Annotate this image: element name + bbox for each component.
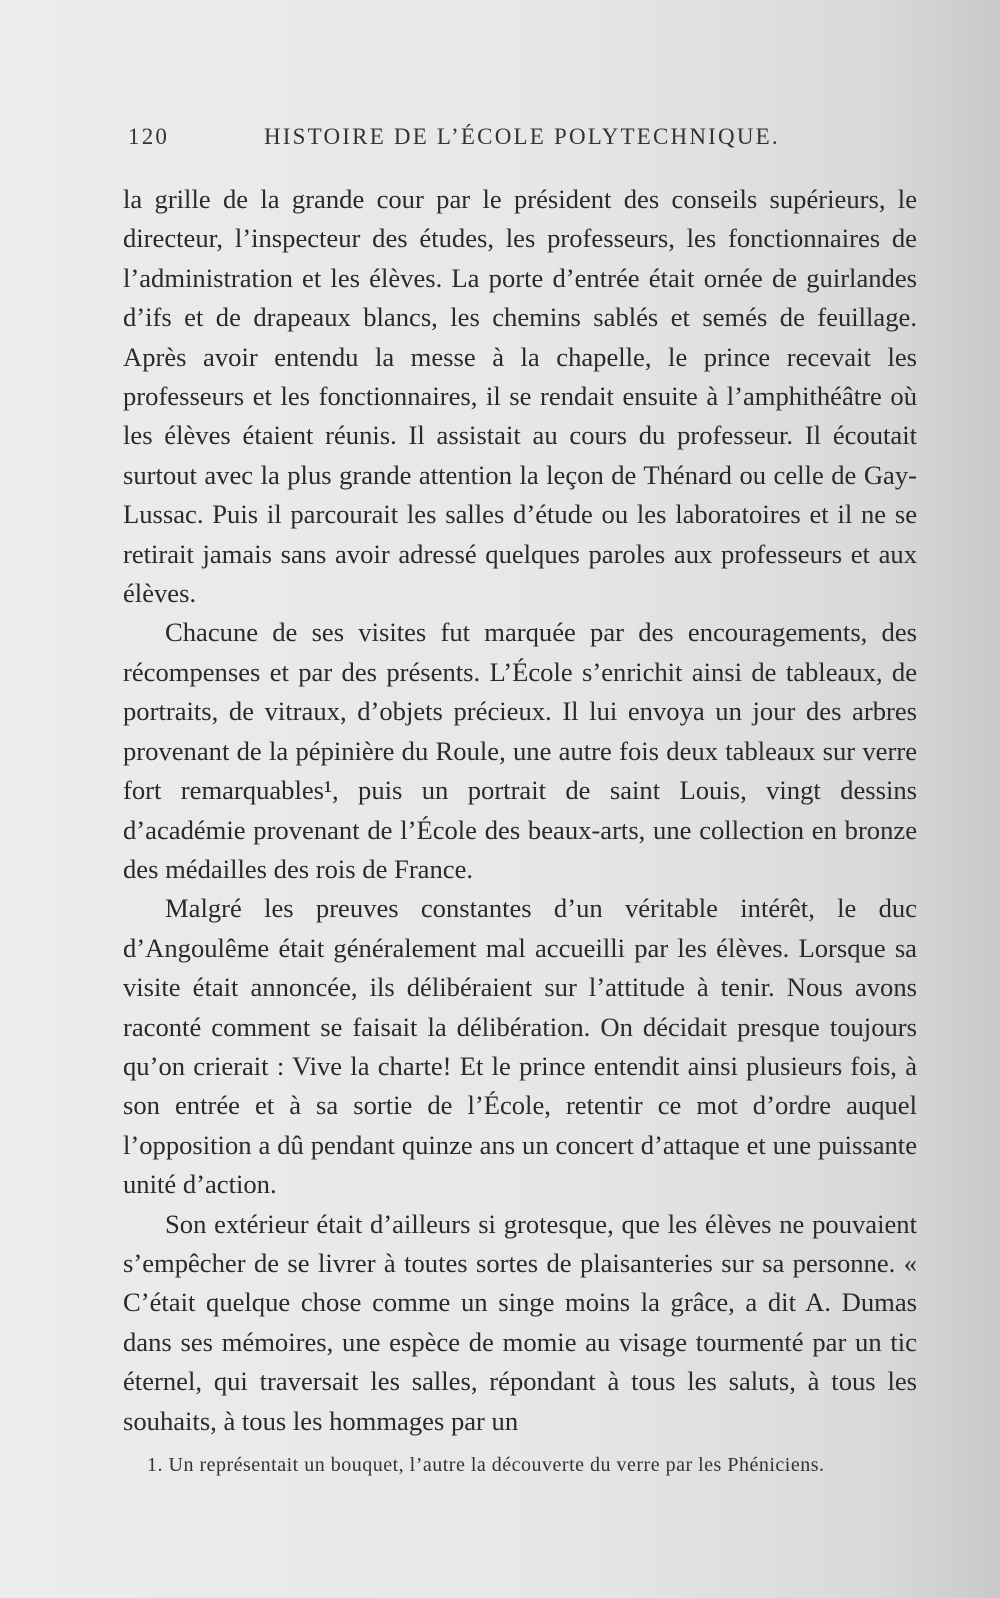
body-text: [123, 180, 917, 1441]
paragraph-4: Son extérieur était d’ailleurs si grotesque, que les élèves ne pouvaient s’empêcher de se livrer à toutes sortes de plaisanteries sur sa personne. « C’était quelque chose comme un singe moins la grâce, a dit A. Dumas dans ses mémoires, une espèce de momie au visage tourmenté par un tic éternel, qui traversait les salles, répondant à tous les saluts, à tous les souhaits, à tous les hommages par un: [123, 1208, 917, 1436]
paragraph-3: Malgré les preuves constantes d’un véritable intérêt, le duc d’Angoulême était généralement mal accueilli par les élèves. Lorsque sa visite était annoncée, ils délibéraient sur l’attitude à tenir. Nous avons raconté comment se faisait la délibération. On décidait presque toujours qu’on crierait : Vive la charte! Et le prince entendit ainsi plusieurs fois, à son entrée et à sa sortie de l’École, retentir ce mot d’ordre auquel l’opposition a dû pendant quinze ans un concert d’attaque et une puissante unité d’action.: [123, 893, 917, 1200]
paragraph-2: Chacune de ses visites fut marquée par des encouragements, des récompenses et par des présents. L’École s’enrichit ainsi de tableaux, de portraits, de vitraux, d’objets précieux. Il lui envoya un jour des arbres provenant de la pépinière du Roule, une autre fois deux tableaux sur verre fort remarquables¹, puis un portrait de saint Louis, vingt dessins d’académie provenant de l’École des beaux-arts, une collection en bronze des médailles des rois de France.: [123, 617, 917, 884]
paragraph-1: la grille de la grande cour par le président des conseils supérieurs, le directeur, l’inspecteur des études, les professeurs, les fonctionnaires de l’administration et les élèves. La porte d’entrée était ornée de guirlandes d’ifs et de drapeaux blancs, les chemins sablés et semés de feuillage. Après avoir entendu la messe à la chapelle, le prince recevait les professeurs et les fonctionnaires, il se rendait ensuite à l’amphithéâtre où les élèves étaient réunis. Il assistait au cours du professeur. Il écoutait surtout avec la plus grande attention la leçon de Thénard ou celle de Gay-Lussac. Puis il parcourait les salles d’étude ou les laboratoires et il ne se retirait jamais sans avoir adressé quelques paroles aux professeurs et aux élèves.: [123, 184, 917, 609]
page-number: 120: [128, 124, 170, 149]
running-title: HISTOIRE DE L’ÉCOLE POLYTECHNIQUE.: [264, 124, 780, 149]
page-header: [128, 124, 808, 158]
footnote: 1. Un représentait un bouquet, l’autre la découverte du verre par les Phéniciens.: [147, 1454, 825, 1476]
